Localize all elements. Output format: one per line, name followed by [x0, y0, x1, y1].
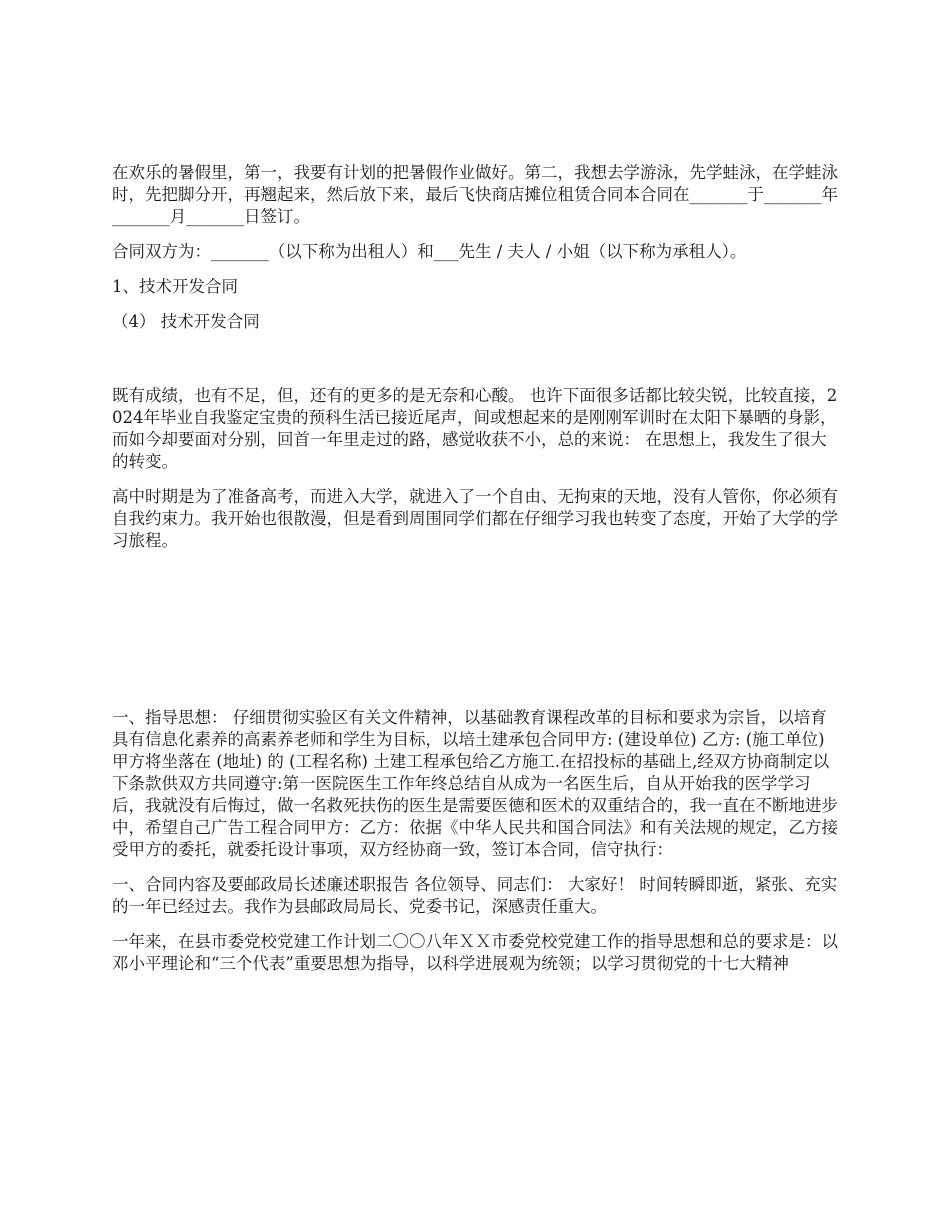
paragraph: 一、指导思想： 仔细贯彻实验区有关文件精神，以基础教育课程改革的目标和要求为宗旨，以培育具有信息化素养的高素养老师和学生为目标，以培土建承包合同甲方: (建设单位) 乙方: (施工单位) 甲方将坐落在 (地址) 的 (工程名称) 土建工程承包给乙方施工.在招投标的基础上,经双方协商制定以下条款供双方共同遵守:第一医院医生工作年终总结自从成为一名医生后，自从开始我的医学学习后，我就没有后悔过，做一名救死扶伤的医生是需要医德和医术的双重结合的，我一直在不断地进步中，希望自己广告工程合同甲方：乙方：依据《中华人民共和国合同法》和有关法规的规定，乙方接受甲方的委托，就委托设计事项，双方经协商一致，签订本合同，信守执行：	[112, 708, 838, 859]
paragraph: 1、技术开发合同	[112, 277, 238, 296]
paragraph: （4） 技术开发合同	[112, 312, 260, 331]
paragraph: 一年来，在县市委党校党建工作计划二〇〇八年ＸＸ市委党校党建工作的指导思想和总的要求是：以邓小平理论和“三个代表”重要思想为指导，以科学进展观为统领；以学习贯彻党的十七大精神	[112, 932, 838, 973]
paragraph: 一、合同内容及要邮政局长述廉述职报告 各位领导、同志们： 大家好！ 时间转瞬即逝，紧张、充实的一年已经过去。我作为县邮政局局长、党委书记，深感责任重大。	[112, 875, 838, 916]
text-block-3	[112, 707, 840, 975]
paragraph: 既有成绩，也有不足，但，还有的更多的是无奈和心酸。 也许下面很多话都比较尖锐，比较直接，2024年毕业自我鉴定宝贵的预科生活已接近尾声，间或想起来的是刚刚军训时在太阳下暴晒的身影，而如今却要面对分别，回首一年里走过的路，感觉收获不小，总的来说： 在思想上，我发生了很大的转变。	[112, 386, 838, 471]
paragraph: 合同双方为：_______（以下称为出租人）和___先生 / 夫人 / 小姐（以下称为承租人）。	[112, 242, 747, 261]
paragraph: 高中时期是为了准备高考，而进入大学，就进入了一个自由、无拘束的天地，没有人管你，你必须有自我约束力。我开始也很散漫，但是看到周围同学们都在仔细学习我也转变了态度，开始了大学的学习旅程。	[112, 487, 838, 550]
text-block-2	[112, 385, 840, 552]
paragraph: 在欢乐的暑假里，第一，我要有计划的把暑假作业做好。第二，我想去学游泳，先学蛙泳，在学蛙泳时，先把脚分开，再翘起来，然后放下来，最后飞快商店摊位租赁合同本合同在_______于_______年_______月_______日签订。	[112, 163, 838, 226]
text-block-1	[112, 162, 840, 333]
